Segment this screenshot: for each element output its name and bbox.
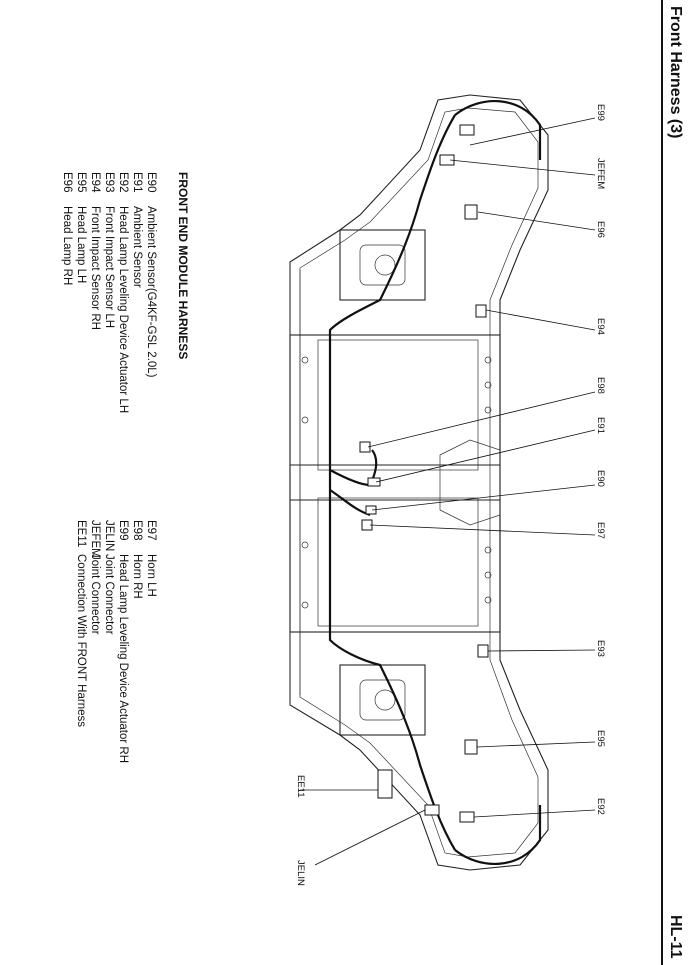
- callout-e97: E97: [595, 522, 606, 539]
- harness-main: [330, 115, 455, 850]
- legend-label: Joint Connector: [103, 554, 115, 635]
- callout-e90: E90: [595, 470, 606, 487]
- leader-e95: [477, 742, 595, 747]
- leader-e93: [488, 650, 595, 651]
- legend-label: Head Lamp LH: [75, 206, 87, 284]
- legend-label: Horn LH: [145, 554, 157, 597]
- leader-e97: [370, 525, 595, 535]
- center-opening-frame: [290, 335, 500, 632]
- connector-e91: [368, 478, 380, 486]
- legend-label: Ambient Sensor(G4KF-GSL 2.0L): [145, 206, 157, 378]
- legend-code: E91: [131, 172, 143, 193]
- callout-jelin: JELIN: [295, 860, 306, 886]
- leader-jefem: [450, 160, 595, 175]
- callout-jefem: JEFEM: [595, 158, 606, 190]
- legend-code: EE11: [75, 520, 87, 548]
- legend-label: Head Lamp Leveling Device Actuator RH: [117, 554, 129, 764]
- callout-e93: E93: [595, 640, 606, 657]
- legend-label: Connection With FRONT Harness: [75, 554, 87, 727]
- leader-e92: [474, 810, 595, 817]
- bracket-rh-inner: [360, 245, 405, 285]
- legend-code: JEFEM: [89, 520, 101, 558]
- bracket-lh-inner: [360, 680, 405, 720]
- page-number: HL-11: [667, 915, 684, 959]
- legend-code: E99: [117, 520, 129, 541]
- bracket-lh: [340, 665, 425, 735]
- leader-e91: [376, 430, 595, 482]
- callout-e96: E96: [595, 221, 606, 238]
- callout-e95: E95: [595, 730, 606, 747]
- callout-e92: E92: [595, 798, 606, 815]
- leader-jelin: [315, 810, 425, 865]
- bracket-rh-hole: [375, 255, 395, 275]
- connector-e96: [465, 205, 477, 219]
- legend-code: E94: [89, 172, 101, 193]
- legend-code: E95: [75, 172, 87, 193]
- connector-e92: [460, 812, 474, 822]
- callout-e91: E91: [595, 417, 606, 434]
- carrier-outline: [290, 95, 548, 870]
- callout-e99: E99: [595, 104, 606, 121]
- legend-code: E92: [117, 172, 129, 193]
- callout-e94: E94: [595, 318, 606, 335]
- legend-code: E98: [131, 520, 143, 541]
- legend-code: E93: [103, 172, 115, 193]
- leader-e94: [486, 310, 595, 330]
- legend-label: Horn RH: [131, 554, 143, 599]
- connector-ee11: [378, 770, 392, 798]
- legend-code: E97: [145, 520, 157, 541]
- callout-e98: E98: [595, 377, 606, 394]
- legend-label: Joint Connector: [89, 554, 101, 635]
- leader-e98: [368, 392, 595, 447]
- bracket-lh-hole: [375, 690, 395, 710]
- connector-e99: [460, 125, 474, 135]
- legend-label: Front Impact Sensor LH: [103, 206, 115, 329]
- center-latch: [440, 440, 500, 525]
- connector-jelin: [425, 805, 439, 815]
- carrier-inner-outline: [300, 108, 538, 857]
- bracket-rh: [340, 230, 425, 300]
- legend-label: Ambient Sensor: [131, 206, 143, 288]
- connector-e93: [478, 645, 488, 657]
- legend-code: E96: [61, 172, 73, 193]
- callout-ee11: EE11: [295, 775, 306, 798]
- page-title: Front Harness (3): [667, 6, 684, 139]
- leader-e99: [470, 118, 595, 145]
- legend-label: Head Lamp RH: [61, 206, 73, 286]
- legend-label: Front Impact Sensor RH: [89, 206, 101, 330]
- leader-e90: [372, 485, 595, 510]
- legend-code: E90: [145, 172, 157, 193]
- legend-code: JELIN: [103, 520, 115, 552]
- connector-e95: [465, 740, 477, 754]
- legend-heading: FRONT END MODULE HARNESS: [176, 172, 190, 360]
- center-opening-inner: [318, 340, 478, 470]
- connector-e94: [476, 305, 486, 317]
- legend-label: Head Lamp Leveling Device Actuator LH: [117, 206, 129, 414]
